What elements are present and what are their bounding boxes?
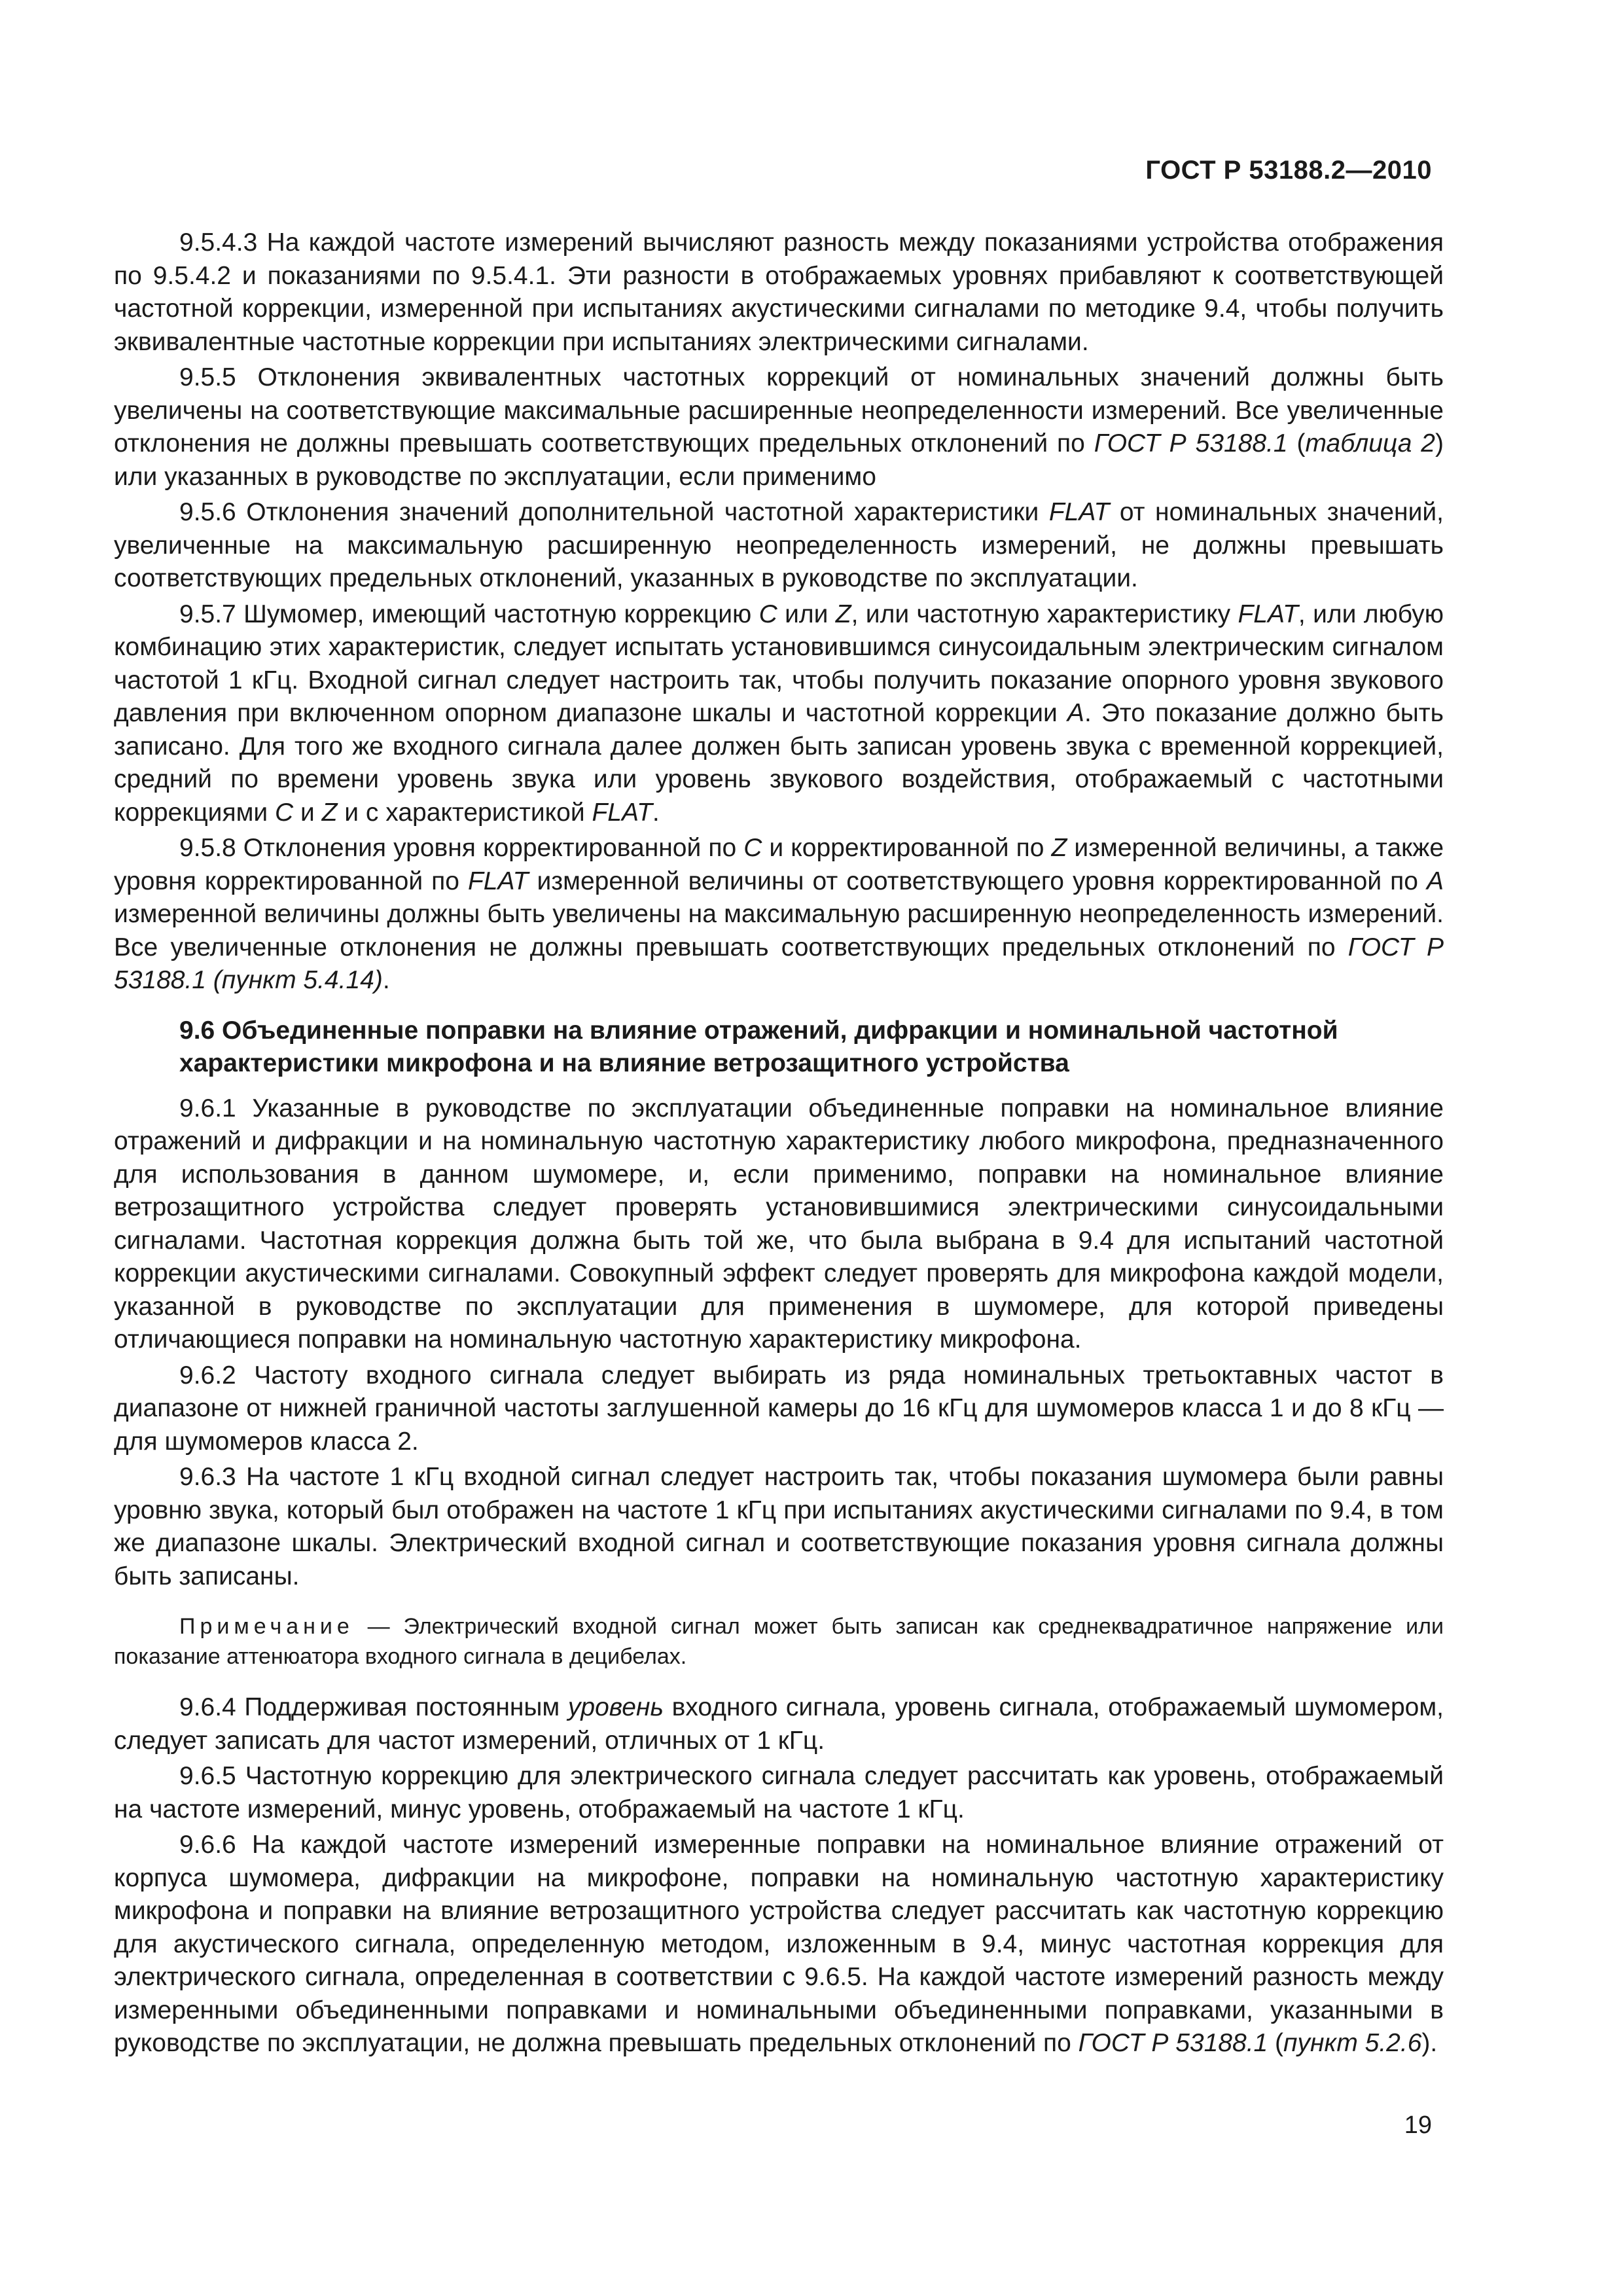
page-number: 19 bbox=[1404, 2111, 1432, 2139]
standard-reference: ГОСТ Р 53188.1 bbox=[1094, 429, 1288, 457]
note-label: Примечание bbox=[179, 1614, 354, 1639]
paragraph-9-6-1: 9.6.1 Указанные в руководстве по эксплуатации объединенные поправки на номинальное влияние отражений и дифракции и на номинальную частотную характеристику любого микрофона, предназначенного для использования в данном шумомере, и, если применимо, поправки на номинальное влияние ветрозащитного устройства следует проверять установившимися электрическими синусоидальными сигналами. Частотная коррекция должна быть той же, что была выбрана в 9.4 для испытаний частотной коррекции акустическими сигналами. Совокупный эффект следует проверять для микрофона каждой модели, указанной в руководстве по эксплуатации для применения в шумомере, для которой приведены отличающиеся поправки на номинальную частотную характеристику микрофона. bbox=[114, 1094, 1444, 1354]
paragraph-9-6-4: 9.6.4 Поддерживая постоянным уровень входного сигнала, уровень сигнала, отображаемый шумомером, следует записать для частот измерений, отличных от 1 кГц. bbox=[114, 1693, 1444, 1755]
paragraph-9-5-4-3: 9.5.4.3 На каждой частоте измерений вычисляют разность между показаниями устройства отображения по 9.5.4.2 и показаниями по 9.5.4.1. Эти разности в отображаемых уровнях прибавляют к соответствующей частотной коррекции, измеренной при испытаниях акустическими сигналами по методике 9.4, чтобы получить эквивалентные частотные коррекции при испытаниях электрическими сигналами. bbox=[114, 228, 1444, 356]
note: Примечание — Электрический входной сигнал может быть записан как среднеквадратичное напряжение или показание аттенюатора входного сигнала в децибелах. bbox=[114, 1614, 1444, 1669]
paragraph-9-5-8: 9.5.8 Отклонения уровня корректированной по С и корректированной по Z измеренной величины, а также уровня корректированной по FLAT измеренной величины от соответствующего уровня корректированной по А измеренной величины должны быть увеличены на максимальную расширенную неопределенность измерений. Все увеличенные отклонения не должны превышать соответствующих предельных отклонений по ГОСТ Р 53188.1 (пункт 5.4.14). bbox=[114, 834, 1444, 994]
paragraph-9-5-7: 9.5.7 Шумомер, имеющий частотную коррекцию С или Z, или частотную характеристику FLAT, или любую комбинацию этих характеристик, следует испытать установившимся синусоидальным электрическим сигналом частотой 1 кГц. Входной сигнал следует настроить так, чтобы получить показание опорного уровня звукового давления при включенном опорном диапазоне шкалы и частотной коррекции А. Это показание должно быть записано. Для того же входного сигнала далее должен быть записан уровень звука с временной коррекцией, средний по времени уровень звука или уровень звукового воздействия, отображаемый с частотными коррекциями С и Z и с характеристикой FLAT. bbox=[114, 600, 1444, 827]
paragraph-9-5-5: 9.5.5 Отклонения эквивалентных частотных коррекций от номинальных значений должны быть увеличены на соответствующие максимальные расширенные неопределенности измерений. Все увеличенные отклонения не должны превышать соответствующих предельных отклонений по ГОСТ Р 53188.1 (таблица 2) или указанных в руководстве по эксплуатации, если применимо bbox=[114, 363, 1444, 491]
paragraph-9-6-2: 9.6.2 Частоту входного сигнала следует выбирать из ряда номинальных третьоктавных частот в диапазоне от нижней граничной частоты заглушенной камеры до 16 кГц для шумомеров класса 1 и до 8 кГц — для шумомеров класса 2. bbox=[114, 1361, 1444, 1456]
standard-reference: ГОСТ Р 53188.1 (пункт 5.4.14) bbox=[114, 933, 1444, 994]
paragraph-9-5-6: 9.5.6 Отклонения значений дополнительной частотной характеристики FLAT от номинальных значений, увеличенные на максимальную расширенную неопределенность измерений, не должны превышать соответствующих предельных отклонений, указанных в руководстве по эксплуатации. bbox=[114, 498, 1444, 592]
paragraph-9-6-5: 9.6.5 Частотную коррекцию для электрического сигнала следует рассчитать как уровень, отображаемый на частоте измерений, минус уровень, отображаемый на частоте 1 кГц. bbox=[114, 1762, 1444, 1823]
document-code-header: ГОСТ Р 53188.2—2010 bbox=[1145, 156, 1432, 185]
paragraph-9-6-6: 9.6.6 На каждой частоте измерений измеренные поправки на номинальное влияние отражений от корпуса шумомера, дифракции на микрофоне, поправки на номинальную частотную характеристику микрофона и поправки на влияние ветрозащитного устройства следует рассчитать как частотную коррекцию для акустического сигнала, определенную методом, изложенным в 9.4, минус частотная коррекция для электрического сигнала, определенная в соответствии с 9.6.5. На каждой частоте измерений разность между измеренными объединенными поправками и номинальными объединенными поправками, указанными в руководстве по эксплуатации, не должна превышать предельных отклонений по ГОСТ Р 53188.1 (пункт 5.2.6). bbox=[114, 1831, 1444, 2057]
section-heading-9-6: 9.6 Объединенные поправки на влияние отражений, дифракции и номинальной частотной характеристики микрофона и на влияние ветрозащитного устройства bbox=[179, 1016, 1338, 1077]
standard-reference: ГОСТ Р 53188.1 bbox=[1078, 2029, 1268, 2057]
clause-reference: пункт 5.2.6 bbox=[1283, 2029, 1422, 2057]
paragraph-9-6-3: 9.6.3 На частоте 1 кГц входной сигнал следует настроить так, чтобы показания шумомера были равны уровню звука, который был отображен на частоте 1 кГц при испытаниях акустическими сигналами по 9.4, в том же диапазоне шкалы. Электрический входной сигнал и соответствующие показания уровня сигнала должны быть записаны. bbox=[114, 1463, 1444, 1590]
document-body bbox=[114, 226, 1444, 2063]
table-reference: таблица 2 bbox=[1305, 429, 1435, 457]
